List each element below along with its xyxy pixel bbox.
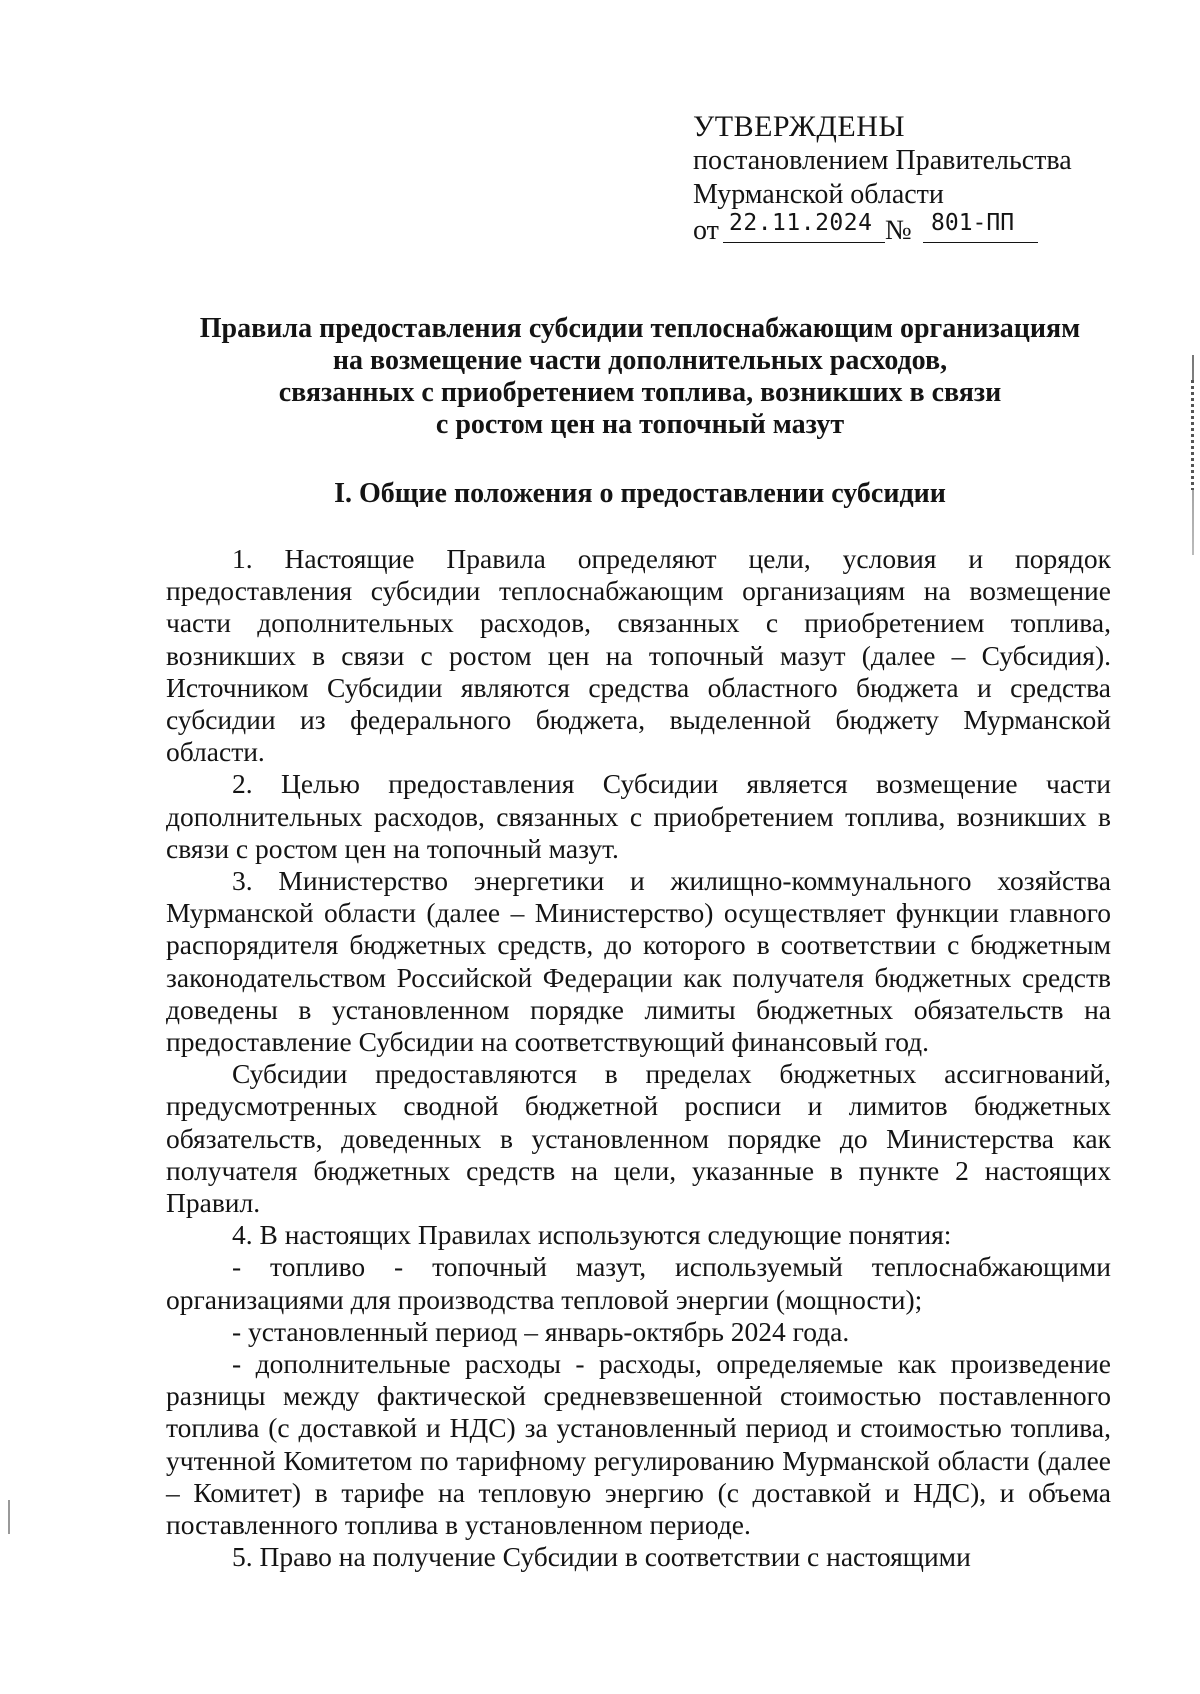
approval-block	[693, 110, 1123, 246]
definition-period: - установленный период – январь-октябрь 2024 года.	[232, 1315, 850, 1347]
title-line-3: связанных с приобретением топлива, возникших в связи	[278, 377, 1002, 408]
document-title	[120, 313, 1160, 441]
paragraph-3-continued: Субсидии предоставляются в пределах бюджетных ассигнований, предусмотренных сводной бюджетной росписи и лимитов бюджетных обязательств, доведенных в установленном порядке до Министерства как получателя бюджетных средств на цели, указанные в пункте 2 настоящих Правил.	[166, 1058, 1111, 1219]
decree-number: 801-ПП	[931, 210, 1015, 236]
paragraph-3: 3. Министерство энергетики и жилищно-коммунального хозяйства Мурманской области (далее – Министерство) осуществляет функции главного распорядителя бюджетных средств, до которого в соответствии с бюджетным законодательством Российской Федерации как получателя бюджетных средств доведены в установленном порядке лимиты бюджетных обязательств на предоставление Субсидии на соответствующий финансовый год.	[166, 865, 1111, 1058]
document-body	[166, 543, 1111, 1574]
paragraph-2: 2. Целью предоставления Субсидии является возмещение части дополнительных расходов, связанных с приобретением топлива, возникших в связи с ростом цен на топочный мазут.	[166, 768, 1111, 864]
approved-heading: УТВЕРЖДЕНЫ	[693, 110, 906, 143]
scan-edge-artifact	[1191, 380, 1194, 490]
approval-line-2: Мурманской области	[693, 179, 944, 210]
scan-edge-artifact	[8, 1500, 10, 1534]
paragraph-5: 5. Право на получение Субсидии в соответствии с настоящими	[232, 1541, 971, 1573]
decree-date-number-line	[693, 206, 1123, 246]
section-heading: I. Общие положения о предоставлении субсидии	[334, 478, 946, 509]
title-line-4: с ростом цен на топочный мазут	[435, 409, 845, 440]
number-sign: №	[885, 215, 912, 246]
date-underline	[723, 242, 885, 243]
number-underline	[923, 242, 1038, 243]
title-line-1: Правила предоставления субсидии теплоснабжающим организациям	[199, 313, 1081, 344]
paragraph-1: 1. Настоящие Правила определяют цели, условия и порядок предоставления субсидии теплоснабжающим организациям на возмещение части дополнительных расходов, связанных с приобретением топлива, возникших в связи с ростом цен на топочный мазут (далее – Субсидия). Источником Субсидии являются средства областного бюджета и средства субсидии из федерального бюджета, выделенной бюджету Мурманской области.	[166, 543, 1111, 768]
approval-line-1: постановлением Правительства	[693, 145, 1072, 176]
title-line-2: на возмещение части дополнительных расходов,	[332, 345, 948, 376]
decree-date: 22.11.2024	[729, 210, 873, 236]
definition-fuel: - топливо - топочный мазут, используемый теплоснабжающими организациями для производства тепловой энергии (мощности);	[166, 1251, 1111, 1315]
paragraph-4: 4. В настоящих Правилах используются следующие понятия:	[232, 1219, 952, 1251]
date-prefix: от	[693, 215, 719, 246]
definition-additional-costs: - дополнительные расходы - расходы, определяемые как произведение разницы между фактической средневзвешенной стоимостью поставленного топлива (с доставкой и НДС) за установленный период и стоимостью топлива, учтенной Комитетом по тарифному регулированию Мурманской области (далее – Комитет) в тарифе на тепловую энергию (с доставкой и НДС), и объема поставленного топлива в установленном периоде.	[166, 1348, 1111, 1541]
